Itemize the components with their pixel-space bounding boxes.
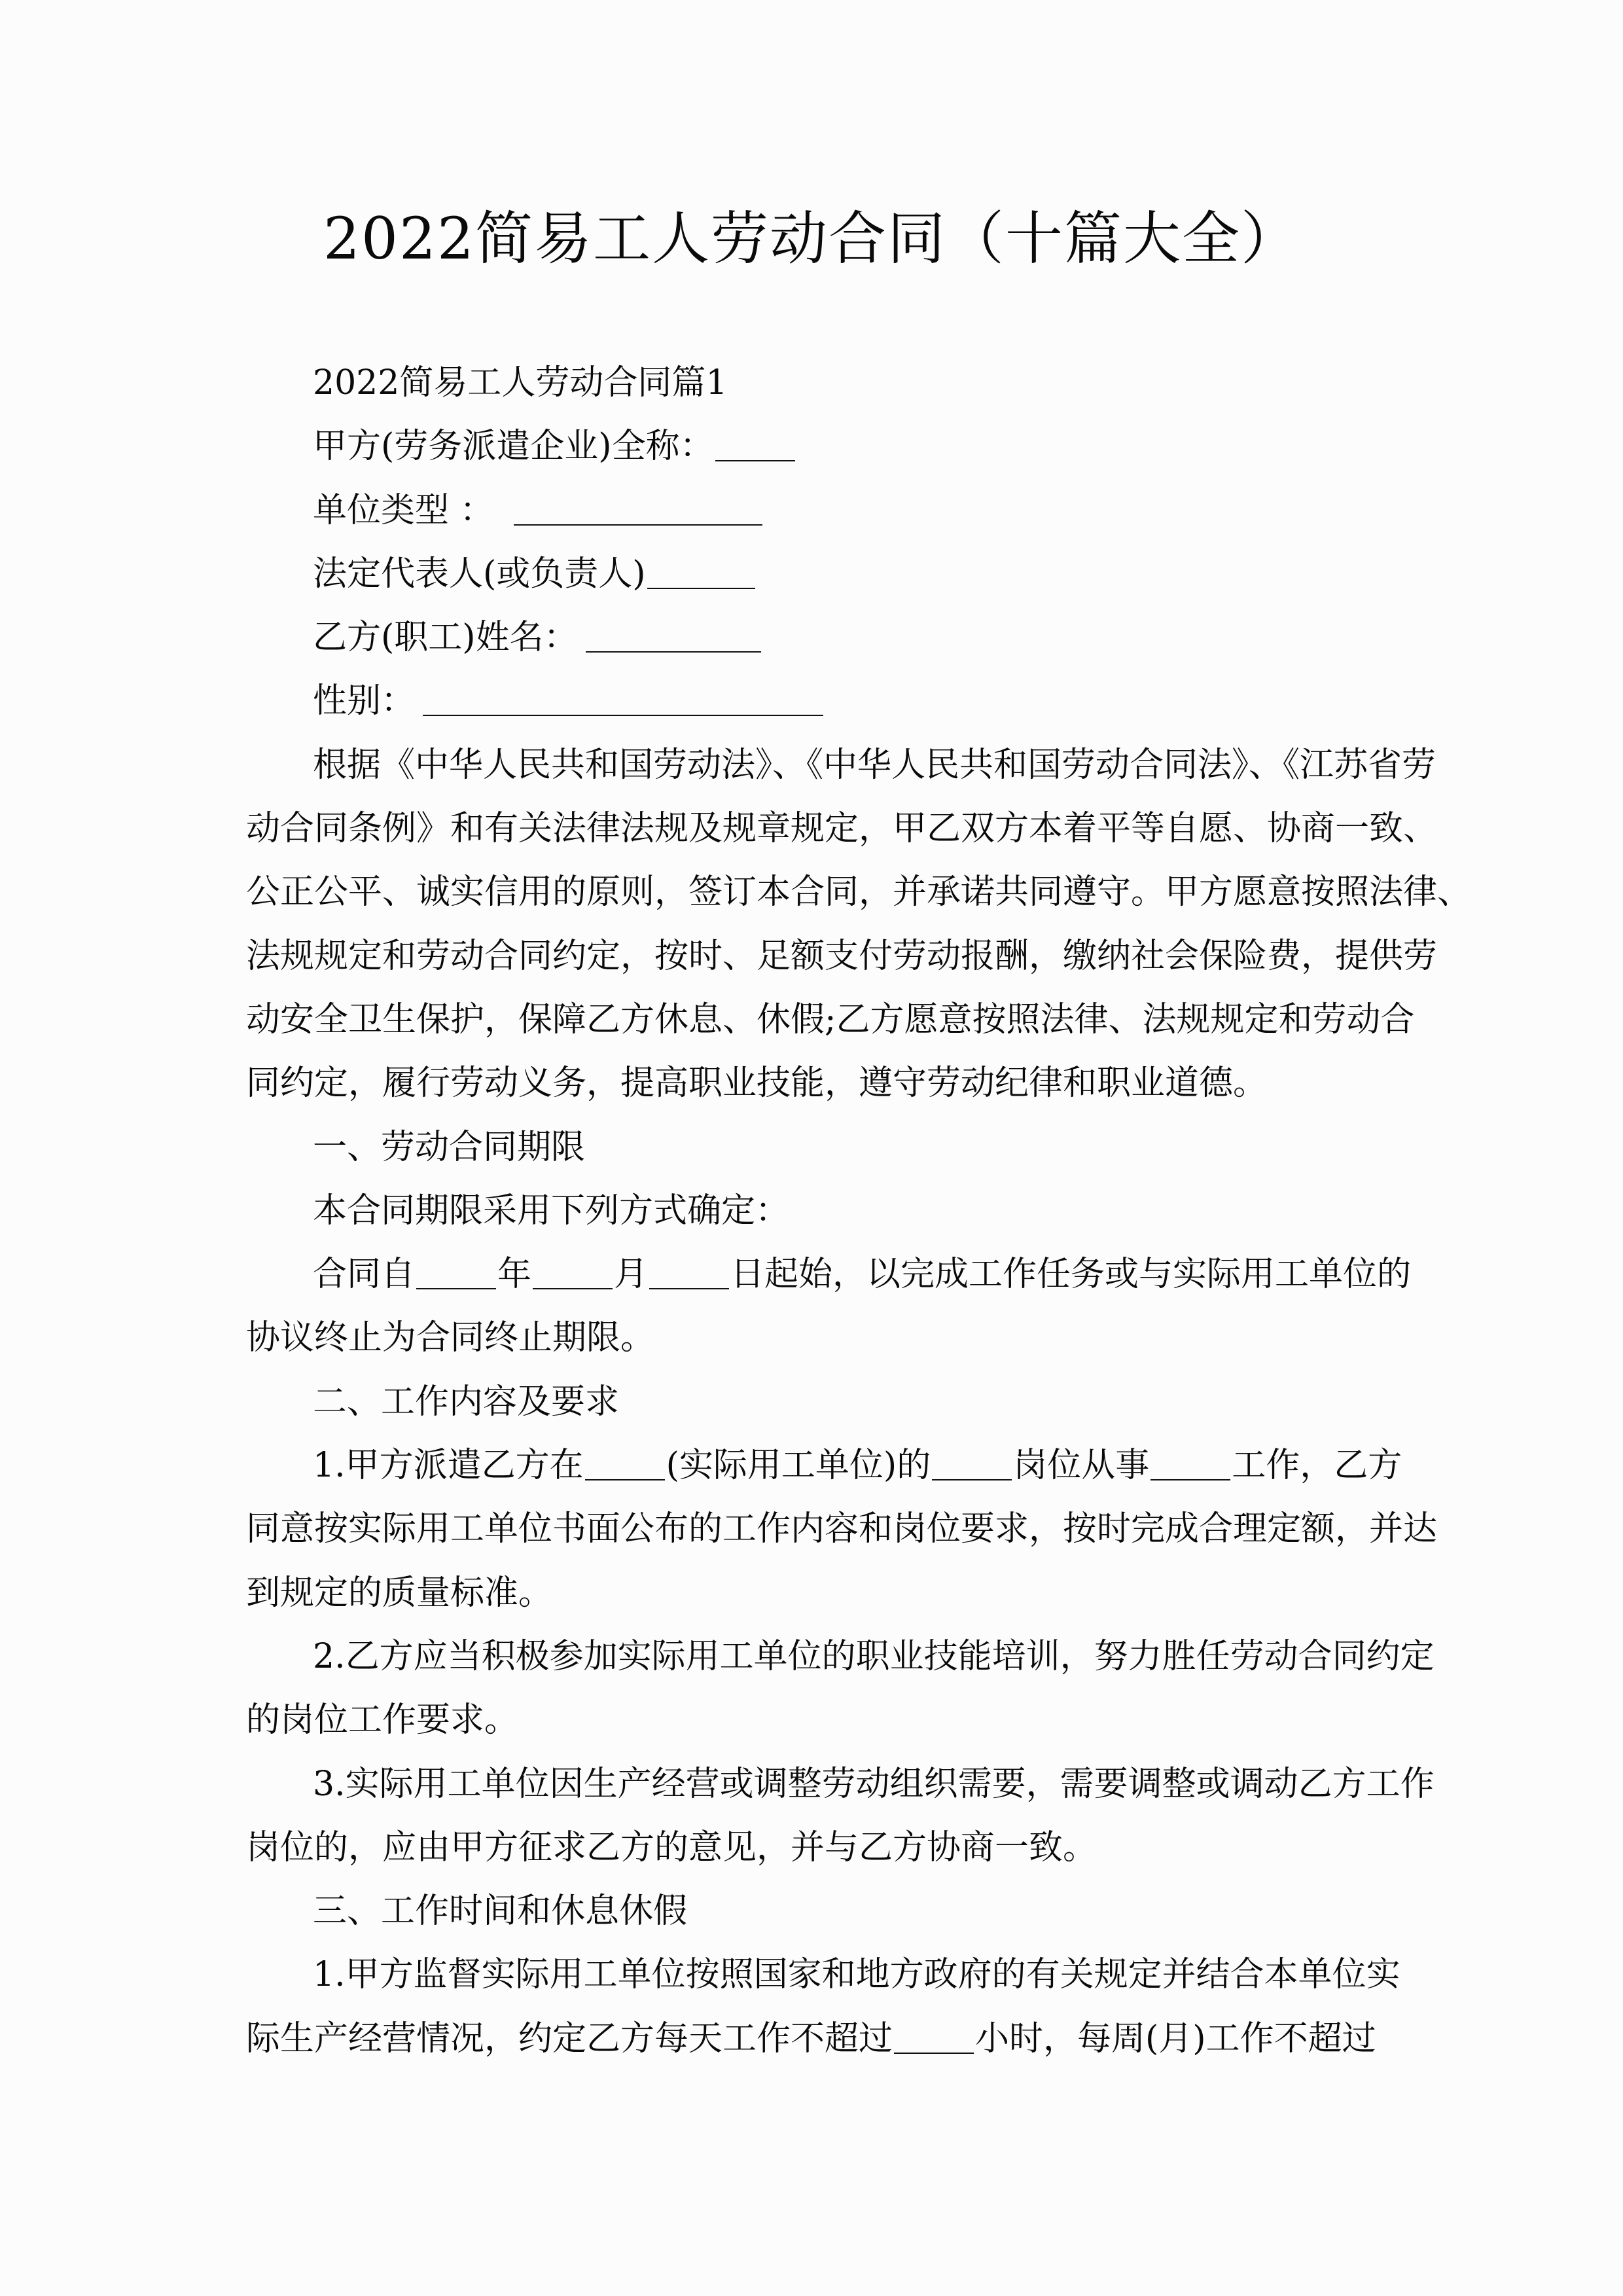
- gender-blank[interactable]: [423, 715, 823, 716]
- paragraph-line: 协议终止为合同终止期限。: [246, 1318, 655, 1358]
- work-content-item-2: 2.乙方应当积极参加实际用工单位的职业技能培训，努力胜任劳动合同约定: [313, 1636, 1435, 1676]
- paragraph-line: 动安全卫生保护，保障乙方休息、休假;乙方愿意按照法律、法规规定和劳动合: [246, 999, 1415, 1039]
- paragraph-line: 根据《中华人民共和国劳动法》、《中华人民共和国劳动合同法》、《江苏省劳: [313, 745, 1436, 785]
- item-text: (实际用工单位)的: [666, 1446, 931, 1486]
- paragraph-line: 同意按实际用工单位书面公布的工作内容和岗位要求，按时完成合理定额，并达: [246, 1509, 1438, 1549]
- paragraph-line: 同约定，履行劳动义务，提高职业技能，遵守劳动纪律和职业道德。: [246, 1064, 1268, 1103]
- contract-heading: 2022简易工人劳动合同篇1: [313, 363, 728, 403]
- field-party-a-name: [246, 415, 1385, 478]
- field-label: 性别：: [313, 681, 416, 721]
- item-text: 工作，乙方: [1232, 1446, 1402, 1486]
- position-blank[interactable]: [932, 1479, 1012, 1480]
- working-hours-item-1: 1.甲方监督实际用工单位按照国家和地方政府的有关规定并结合本单位实: [313, 1955, 1400, 1995]
- paragraph-line: 动合同条例》和有关法律法规及规章规定，甲乙双方本着平等自愿、协商一致、: [246, 809, 1438, 849]
- paragraph-line: 岗位的，应由甲方征求乙方的意见，并与乙方协商一致。: [246, 1827, 1097, 1867]
- preamble-paragraph: [246, 734, 1472, 1116]
- work-content-item-1: [246, 1434, 1402, 1498]
- start-year-blank[interactable]: [416, 1288, 496, 1289]
- paragraph-line: 法规规定和劳动合同约定，按时、足额支付劳动报酬，缴纳社会保险费，提供劳: [246, 936, 1438, 976]
- party-a-name-blank[interactable]: [715, 460, 795, 461]
- field-party-b-name: [246, 606, 1385, 670]
- item-text: 1.甲方派遣乙方在: [313, 1446, 584, 1486]
- paragraph-line: 的岗位工作要求。: [246, 1700, 519, 1740]
- field-label: 甲方(劳务派遣企业)全称：: [313, 427, 714, 467]
- year-label: 年: [497, 1255, 532, 1295]
- term-prefix: 合同自: [313, 1255, 416, 1295]
- item-text: 际生产经营情况，约定乙方每天工作不超过: [246, 2018, 893, 2058]
- field-unit-type: [246, 479, 1385, 543]
- paragraph-line: 到规定的质量标准。: [246, 1573, 553, 1613]
- month-label: 月: [614, 1255, 649, 1295]
- item-text: 小时，每周(月)工作不超过: [975, 2018, 1376, 2058]
- contract-term-intro: 本合同期限采用下列方式确定：: [313, 1191, 790, 1230]
- party-b-name-blank[interactable]: [586, 651, 761, 653]
- document-title: 2022简易工人劳动合同（十篇大全）: [323, 205, 1300, 272]
- section-heading-working-hours: 三、工作时间和休息休假: [313, 1892, 688, 1931]
- term-suffix: 日起始，以完成工作任务或与实际用工单位的: [730, 1255, 1412, 1295]
- field-label: 乙方(职工)姓名：: [313, 618, 578, 658]
- work-content-item-3: 3.实际用工单位因生产经营或调整劳动组织需要，需要调整或调动乙方工作: [313, 1764, 1435, 1804]
- document-body: [246, 351, 1472, 2071]
- job-type-blank[interactable]: [1150, 1479, 1230, 1480]
- field-label: 单位类型 ：: [313, 490, 494, 530]
- paragraph-line: 公正公平、诚实信用的原则，签订本合同，并承诺共同遵守。甲方愿意按照法律、: [246, 872, 1472, 912]
- section-heading-work-content: 二、工作内容及要求: [313, 1382, 620, 1422]
- field-label: 法定代表人(或负责人): [313, 554, 646, 594]
- item-text: 岗位从事: [1013, 1446, 1150, 1486]
- field-legal-representative: [246, 543, 1385, 606]
- daily-hours-blank[interactable]: [894, 2053, 974, 2054]
- unit-type-blank[interactable]: [514, 524, 762, 526]
- section-heading-contract-term: 一、劳动合同期限: [313, 1127, 586, 1167]
- field-gender: [246, 670, 1385, 733]
- employer-unit-blank[interactable]: [585, 1479, 665, 1480]
- start-month-blank[interactable]: [533, 1288, 613, 1289]
- legal-representative-blank[interactable]: [647, 588, 755, 589]
- working-hours-line: [246, 2007, 1385, 2071]
- contract-term-line: [246, 1243, 1412, 1306]
- start-day-blank[interactable]: [649, 1288, 729, 1289]
